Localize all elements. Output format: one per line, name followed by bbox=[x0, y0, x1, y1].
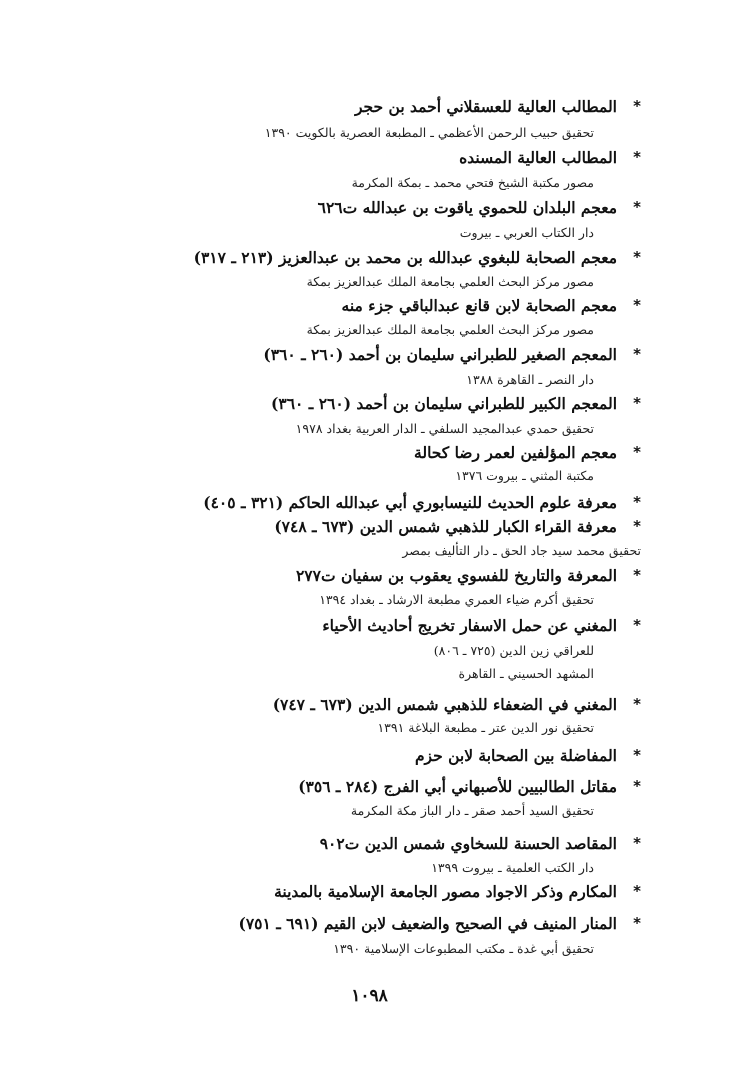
entry-title: معجم الصحابة لابن قانع عبدالباقي جزء منه bbox=[341, 296, 617, 315]
entry-title: المغني في الضعفاء للذهبي شمس الدين (٦٧٣ ـ ٧٤٧) bbox=[272, 695, 617, 714]
entry-publisher: تحقيق محمد سيد جاد الحق ـ دار التأليف بمصر bbox=[402, 543, 641, 558]
bullet-marker: * bbox=[633, 148, 641, 166]
page-number: ١٠٩٨ bbox=[351, 986, 388, 1006]
entry-title: المطالب العالية للعسقلاني أحمد بن حجر bbox=[354, 97, 617, 116]
bullet-marker: * bbox=[633, 695, 641, 713]
entry-publisher: مصور مركز البحث العلمي بجامعة الملك عبدالعزيز بمكة bbox=[306, 274, 594, 289]
bullet-marker: * bbox=[633, 517, 641, 535]
bullet-marker: * bbox=[633, 882, 641, 900]
entry-title: المكارم وذكر الاجواد مصور الجامعة الإسلامية بالمدينة bbox=[274, 882, 617, 901]
entry-title: معرفة القراء الكبار للذهبي شمس الدين (٦٧٣ ـ ٧٤٨) bbox=[274, 517, 617, 536]
bullet-marker: * bbox=[633, 616, 641, 634]
entry-publisher: دار النصر ـ القاهرة ١٣٨٨ bbox=[466, 372, 594, 387]
entry-title: المفاضلة بين الصحابة لابن حزم bbox=[414, 746, 617, 765]
bullet-marker: * bbox=[633, 566, 641, 584]
bullet-marker: * bbox=[633, 248, 641, 266]
entry-title: المعرفة والتاريخ للفسوي يعقوب بن سفيان ت٢٧٧ bbox=[295, 566, 617, 585]
bullet-marker: * bbox=[633, 296, 641, 314]
entry-title: المقاصد الحسنة للسخاوي شمس الدين ت٩٠٢ bbox=[319, 834, 617, 853]
entry-title: المنار المنيف في الصحيح والضعيف لابن القيم (٦٩١ ـ ٧٥١) bbox=[238, 914, 617, 933]
entry-publisher: تحقيق السيد أحمد صقر ـ دار الباز مكة المكرمة bbox=[350, 803, 594, 818]
entry-author-line: للعراقي زين الدين (٧٢٥ ـ ٨٠٦) bbox=[433, 643, 594, 658]
bullet-marker: * bbox=[633, 394, 641, 412]
entry-publisher: المشهد الحسيني ـ القاهرة bbox=[458, 666, 594, 681]
bullet-marker: * bbox=[633, 493, 641, 511]
entry-publisher: تحقيق نور الدين عتر ـ مطبعة البلاغة ١٣٩١ bbox=[377, 720, 594, 735]
entry-title: مقاتل الطالبيين للأصبهاني أبي الفرج (٢٨٤ ـ ٣٥٦) bbox=[298, 777, 617, 796]
entry-title: المغني عن حمل الاسفار تخريج أحاديث الأحياء bbox=[322, 616, 617, 635]
entry-publisher: دار الكتاب العربي ـ بيروت bbox=[459, 225, 594, 240]
bullet-marker: * bbox=[633, 198, 641, 216]
entry-publisher: مصور مركز البحث العلمي بجامعة الملك عبدالعزيز بمكة bbox=[306, 322, 594, 337]
entry-publisher: مكتبة المثني ـ بيروت ١٣٧٦ bbox=[455, 468, 594, 483]
entry-publisher: تحقيق أبي غدة ـ مكتب المطبوعات الإسلامية ١٣٩٠ bbox=[333, 941, 594, 956]
bullet-marker: * bbox=[633, 443, 641, 461]
bullet-marker: * bbox=[633, 834, 641, 852]
entry-title: معجم المؤلفين لعمر رضا كحالة bbox=[414, 443, 617, 462]
entry-publisher: تحقيق حمدي عبدالمجيد السلفي ـ الدار العربية بغداد ١٩٧٨ bbox=[295, 421, 594, 436]
entry-publisher: تحقيق أكرم ضياء العمري مطبعة الارشاد ـ بغداد ١٣٩٤ bbox=[319, 592, 594, 607]
entry-title: المطالب العالية المسنده bbox=[459, 148, 617, 167]
entry-title: المعجم الصغير للطبراني سليمان بن أحمد (٢٦٠ ـ ٣٦٠) bbox=[263, 345, 617, 364]
bullet-marker: * bbox=[633, 97, 641, 115]
entry-publisher: دار الكتب العلمية ـ بيروت ١٣٩٩ bbox=[431, 860, 594, 875]
bullet-marker: * bbox=[633, 345, 641, 363]
bullet-marker: * bbox=[633, 777, 641, 795]
entry-title: معرفة علوم الحديث للنيسابوري أبي عبدالله الحاكم (٣٢١ ـ ٤٠٥) bbox=[203, 493, 617, 512]
bullet-marker: * bbox=[633, 914, 641, 932]
entry-publisher: مصور مكتبة الشيخ فتحي محمد ـ بمكة المكرمة bbox=[351, 175, 594, 190]
entry-publisher: تحقيق حبيب الرحمن الأعظمي ـ المطبعة العصرية بالكويت ١٣٩٠ bbox=[264, 125, 594, 140]
entry-title: معجم البلدان للحموي ياقوت بن عبدالله ت٦٢٦ bbox=[317, 198, 617, 217]
entry-title: معجم الصحابة للبغوي عبدالله بن محمد بن عبدالعزيز (٢١٣ ـ ٣١٧) bbox=[193, 248, 617, 267]
entry-title: المعجم الكبير للطبراني سليمان بن أحمد (٢٦٠ ـ ٣٦٠) bbox=[271, 394, 617, 413]
bullet-marker: * bbox=[633, 746, 641, 764]
